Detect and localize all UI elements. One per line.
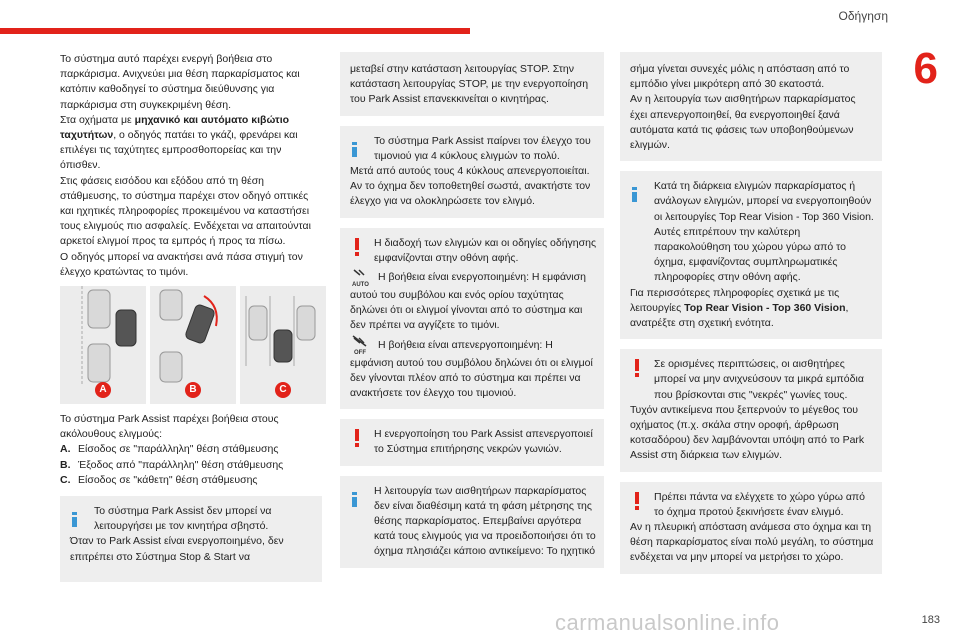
info-box: Το σύστημα Park Assist δεν μπορεί να λειτουργήσει με τον κινητήρα σβηστό. Όταν το Park Assist είναι ενεργοποιημένο, δεν επιτρέπει στο Σύστημα Stop & Start να [60,496,322,582]
chapter-number: 6 [913,44,938,93]
warning-icon [354,429,360,447]
warning-box: Η διαδοχή των ελιγμών και οι οδηγίες οδήγησης εμφανίζονται στην οθόνη αφής. AUTO Η βοήθεια είναι ενεργοποιημένη: Η εμφάνιση αυτού του συμβόλου και ενός ορίου ταχύτητας δηλώνει ότι οι ελιγμοί γίνονται από το σύστημα και δεν πρέπει να αγγίζετε το τιμόνι. OFF Η βοήθεια είναι απενεργοποιημένη: Η εμφάνιση αυτού του συμβόλου δηλώνει ότι οι ελιγμοί δεν γίνονται πλέον από το σύστημα και πρέπει να ανακτήσετε τον έλεγχο του τιμονιού. [340,228,604,410]
list-item: C. Είσοδος σε "κάθετη" θέση στάθμευσης [60,473,258,486]
parking-maneuvers-figure [60,286,322,404]
info-icon [632,187,638,201]
info-icon [72,512,78,526]
warning-box: Σε ορισμένες περιπτώσεις, οι αισθητήρες μπορεί να μην ανιχνεύσουν τα μικρά εμπόδια που βρίσκονται στις "νεκρές" γωνίες τους. Τυχόν αντικείμενα που ξεπερνούν το μέγεθος του οχήματος (π.χ. σκάλα στην οροφή, άρθρωση κοτσαδόρου) δεν λαμβάνονται υπόψη από το Park Assist στη διάρκεια των ελιγμών. [620,349,882,471]
svg-text:OFF: OFF [354,349,366,356]
info-box: Το σύστημα Park Assist παίρνει τον έλεγχο του τιμονιού για 4 κύκλους ελιγμών το πολύ. Μετά από αυτούς τους 4 κύκλους απενεργοποιείται. Αν το όχημα δεν τοποθετηθεί σωστά, ανακτήστε τον έλεγχο για να ολοκληρώσετε τον ελιγμό. [340,126,604,218]
figure-panel-c [240,286,326,404]
top-accent-bar [0,28,470,34]
info-box-continued: μεταβεί στην κατάσταση λειτουργίας STOP. Στην κατάσταση λειτουργίας STOP, με την ενεργοποίηση του Park Assist επανεκκινείται ο κινητήρας. [340,52,604,116]
info-icon [352,492,358,506]
warning-box: Η ενεργοποίηση του Park Assist απενεργοποιεί το Σύστημα επιτήρησης νεκρών γωνιών. [340,419,604,465]
list-item: A. Είσοδος σε "παράλληλη" θέση στάθμευσης [60,443,279,456]
info-box-continued: σήμα γίνεται συνεχές μόλις η απόσταση από το εμπόδιο γίνει μικρότερη από 30 εκατοστά. Αν η λειτουργία των αισθητήρων παρκαρίσματος έχει απενεργοποιηθεί, θα ενεργοποιηθεί ξανά αυτόματα κατά τις φάσεις των υποβοηθούμενων ελιγμών. [620,52,882,161]
figure-panel-b [150,286,236,404]
column-2 [340,52,604,568]
paragraph: AUTO Η βοήθεια είναι ενεργοποιημένη: Η εμφάνιση αυτού του συμβόλου και ενός ορίου ταχύτητας δηλώνει ότι οι ελιγμοί γίνονται από το σύστημα και δεν πρέπει να αγγίζετε το τιμόνι. [350,266,596,334]
watermark: carmanualsonline.info [555,610,780,635]
paragraph: Ο οδηγός μπορεί να ανακτήσει ανά πάσα στιγμή τον έλεγχο κρατώντας το τιμόνι. [60,250,303,278]
figure-label-c: C [275,382,291,398]
figure-label-a: A [95,382,111,398]
info-box: Η λειτουργία των αισθητήρων παρκαρίσματος δεν είναι διαθέσιμη κατά τη φάση μέτρησης της θέσης παρκαρίσματος. Επεμβαίνει αργότερα κατά τους ελιγμούς για να προειδοποιήσει ότι το όχημα πλησιάζει κάποιο αντικείμενο: Το ηχητικό [340,476,604,568]
column-1 [60,52,322,582]
section-title: Οδήγηση [838,9,888,23]
warning-icon [354,238,360,256]
info-box: Κατά τη διάρκεια ελιγμών παρκαρίσματος ή ανάλογων ελιγμών, μπορεί να ενεργοποιηθούν οι λειτουργίες Top Rear Vision - Top 360 Vision. Αυτές επιτρέπουν την καλύτερη παρακολούθηση του χώρου γύρω από το όχημα, εμφανίζοντας συμπληρωματικές πληροφορίες στην οθόνη αφής. Για περισσότερες πληροφορίες σχετικά με τις λειτουργίες Top Rear Vision - Top 360 Vision, ανατρέξτε στη σχετική ενότητα. [620,171,882,339]
paragraph: Το σύστημα Park Assist παρέχει βοήθεια στους ακόλουθους ελιγμούς: [60,413,279,441]
warning-box: Πρέπει πάντα να ελέγχετε το χώρο γύρω από το όχημα προτού ξεκινήσετε έναν ελιγμό. Αν η πλευρική απόσταση ανάμεσα στο όχημα και τη θέση παρκαρίσματος είναι πολύ μεγάλη, το σύστημα ενδέχεται να μην μπορεί να μετρήσει το χώρο. [620,482,882,574]
steering-off-icon [350,334,374,356]
column-3 [620,52,882,574]
paragraph: OFF Η βοήθεια είναι απενεργοποιημένη: Η εμφάνιση αυτού του συμβόλου δηλώνει ότι οι ελιγμοί δεν γίνονται πλέον από το σύστημα και πρέπει να ανακτήσετε τον έλεγχο του τιμονιού. [350,334,596,402]
svg-text:AUTO: AUTO [352,282,369,289]
list-item: B. Έξοδος από "παράλληλη" θέση στάθμευσης [60,458,284,471]
warning-icon [634,492,640,510]
info-icon [352,142,358,156]
warning-icon [634,359,640,377]
auto-steering-icon [350,266,374,288]
page-number: 183 [921,614,940,626]
figure-panel-a [60,286,146,404]
paragraph: Το σύστημα αυτό παρέχει ενεργή βοήθεια στο παρκάρισμα. Ανιχνεύει μια θέση παρκαρίσματος και κατόπιν καθοδηγεί το σύστημα διεύθυνσης για παρκάρισμα στη συγκεκριμένη θέση. [60,53,300,111]
figure-label-b: B [185,382,201,398]
paragraph: Στις φάσεις εισόδου και εξόδου από τη θέση στάθμευσης, το σύστημα παρέχει στον οδηγό οπτικές και ηχητικές πληροφορίες προκειμένου να καταστήσει τους ελιγμούς πιο ασφαλείς. Ενδέχεται να απαιτούνται αρκετοί ελιγμοί προς τα εμπρός ή προς τα πίσω. [60,174,311,248]
paragraph: Στα οχήματα με μηχανικό και αυτόματο κιβώτιο ταχυτήτων, ο οδηγός πατάει το γκάζι, φρενάρει και επιλέγει τις ταχύτητες εμπροσθοπορείας και την όπισθεν. [60,113,298,172]
